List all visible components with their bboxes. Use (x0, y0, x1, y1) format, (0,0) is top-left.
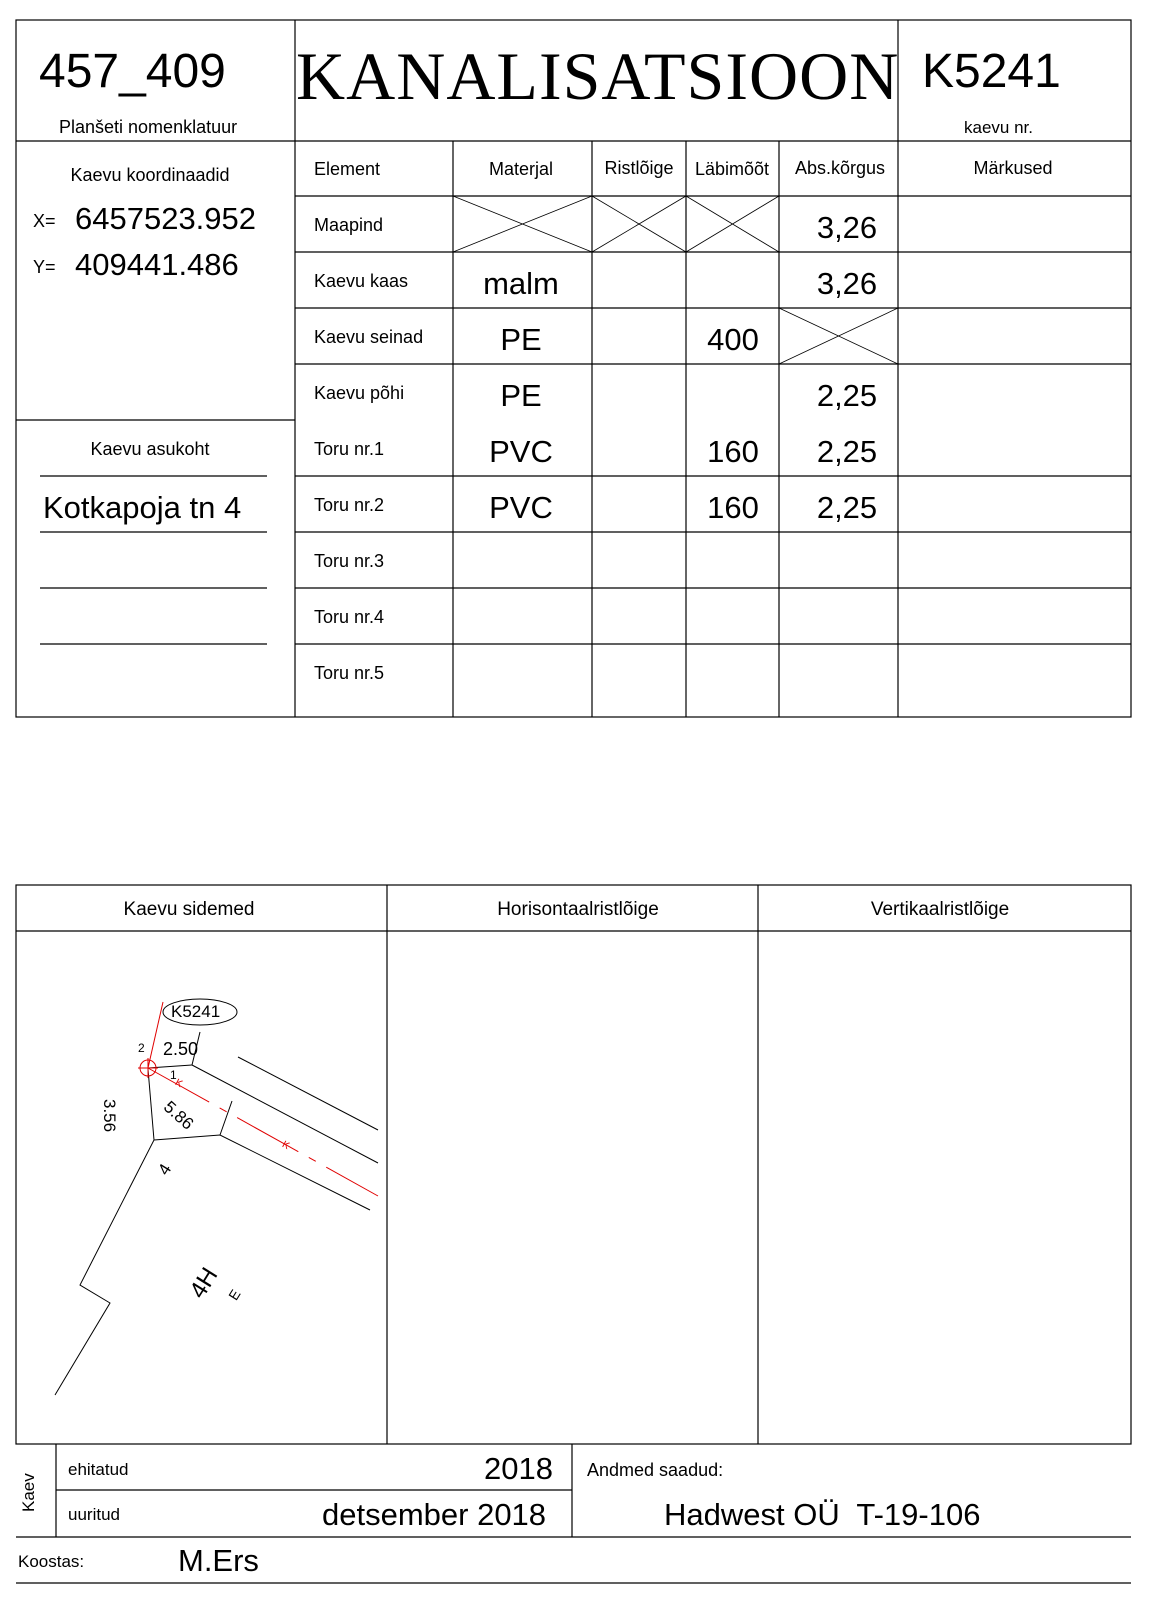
built-value: 2018 (484, 1451, 553, 1486)
sheet-label: Planšeti nomenklatuur (59, 117, 238, 137)
building-label: 4H (184, 1262, 224, 1304)
surveyed-value: detsember 2018 (322, 1497, 547, 1532)
point-label: 2 (138, 1041, 145, 1055)
author-value: M.Ers (178, 1543, 259, 1578)
row-element: Toru nr.5 (314, 663, 385, 683)
y-label: Y= (33, 257, 56, 277)
row-diameter: 160 (707, 434, 759, 469)
row-elevation: 2,25 (816, 434, 878, 469)
footer-side-label: Kaev (19, 1473, 38, 1512)
house-number: 4 (154, 1160, 176, 1179)
row-element: Maapind (314, 215, 384, 235)
horizontal-section-heading: Horisontaalristlõige (497, 899, 659, 920)
row-element: Kaevu kaas (314, 271, 409, 291)
row-element: Toru nr.4 (314, 607, 385, 627)
manhole-label: kaevu nr. (964, 118, 1033, 137)
author-label: Koostas: (18, 1552, 85, 1571)
building-sublabel: E (225, 1286, 244, 1303)
row-element: Kaevu põhi (314, 383, 405, 403)
source-label: Andmed saadud: (587, 1460, 724, 1480)
row-material: PVC (489, 490, 553, 525)
row-element: Toru nr.2 (314, 495, 385, 515)
pipe-mark: K (280, 1139, 292, 1152)
building-outline (55, 1140, 154, 1395)
dimension-label: 3.56 (100, 1099, 119, 1133)
row-diameter: 400 (707, 322, 759, 357)
dimension-label: 2.50 (163, 1039, 199, 1059)
x-coordinate: 6457523.952 (75, 201, 257, 236)
ties-heading: Kaevu sidemed (123, 899, 255, 920)
header-cross-section: Ristlõige (604, 158, 674, 178)
header-element: Element (314, 159, 381, 179)
coordinates-heading: Kaevu koordinaadid (70, 165, 230, 185)
pipe-mark: K (173, 1077, 185, 1090)
header-material: Materjal (488, 159, 554, 179)
dimension-label: 5.86 (159, 1097, 198, 1134)
location-heading: Kaevu asukoht (90, 439, 210, 459)
row-elevation: 2,25 (816, 378, 878, 413)
row-material: PE (500, 378, 542, 413)
built-label: ehitatud (68, 1460, 129, 1479)
location-address: Kotkapoja tn 4 (43, 490, 242, 525)
row-elevation: 3,26 (816, 266, 878, 301)
row-material: PVC (489, 434, 553, 469)
sheet-number: 457_409 (39, 45, 226, 98)
row-elevation: 2,25 (816, 490, 878, 525)
building-outline (154, 1135, 370, 1210)
row-element: Toru nr.3 (314, 551, 385, 571)
header-notes: Märkused (973, 158, 1053, 178)
y-coordinate: 409441.486 (75, 247, 239, 282)
vertical-section-heading: Vertikaalristlõige (870, 899, 1010, 920)
row-elevation: 3,26 (816, 210, 878, 245)
row-element: Toru nr.1 (314, 439, 385, 459)
x-label: X= (33, 211, 56, 231)
source-value: Hadwest OÜ T-19-106 (664, 1497, 981, 1532)
sketch-manhole-id: K5241 (171, 1002, 221, 1021)
header-elevation: Abs.kõrgus (794, 158, 886, 178)
page-title: KANALISATSIOON (296, 38, 900, 114)
row-material: PE (500, 322, 542, 357)
row-element: Kaevu seinad (314, 327, 424, 347)
header-diameter: Läbimõõt (694, 159, 770, 179)
surveyed-label: uuritud (68, 1505, 120, 1524)
manhole-id: K5241 (922, 45, 1061, 98)
point-label: 1 (170, 1068, 177, 1082)
row-material: malm (483, 266, 559, 301)
row-diameter: 160 (707, 490, 759, 525)
